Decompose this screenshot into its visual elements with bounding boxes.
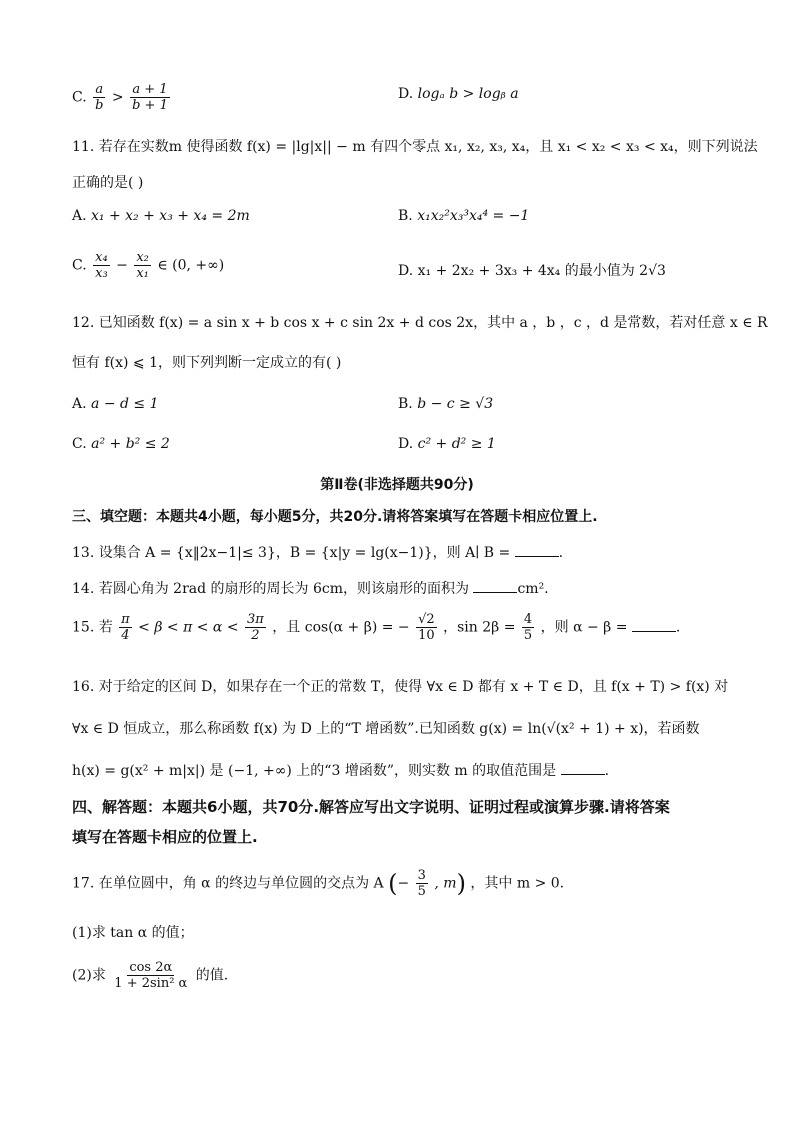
answer-blank: [632, 617, 676, 632]
fraction: [134, 250, 151, 281]
question-text: (2)求: [72, 967, 106, 984]
option-label: D.: [398, 86, 414, 102]
numerator: 3π: [247, 612, 264, 627]
answer-blank: [561, 760, 605, 775]
question-text: ，且 cos(α + β) = −: [272, 619, 410, 636]
q12-stem-line1: 12. 已知函数 f(x) = a sin x + b cos x + c sin 2x + d cos 2x，其中 a ，b ，c ，d 是常数，若对任意 x ∈ R: [72, 315, 768, 331]
question-text: 17. 在单位圆中，角 α 的终边与单位圆的交点为 A: [72, 875, 384, 892]
unit: cm².: [517, 581, 549, 597]
q11-option-b: [398, 208, 529, 224]
option-text: logₐ b > logᵦ a: [417, 86, 519, 102]
question-text: 14. 若圆心角为 2rad 的扇形的周长为 6cm，则该扇形的面积为: [72, 581, 469, 597]
denominator: 2: [251, 628, 260, 643]
fraction: [93, 82, 105, 113]
q12-option-c: [72, 436, 170, 452]
q17-sub2: [72, 960, 228, 991]
numerator: √2: [418, 612, 435, 627]
question-text: ，其中 m > 0.: [470, 875, 565, 892]
denominator: 1 + 2sin² α: [114, 976, 188, 991]
part2-title: 第Ⅱ卷(非选择题共90分): [320, 477, 474, 493]
paren: (: [388, 869, 398, 898]
numerator: 3: [417, 868, 426, 883]
denominator: 10: [418, 628, 435, 643]
option-text: b − c ≥ √3: [417, 396, 494, 412]
q12-option-d: [398, 436, 496, 452]
question-text: 13. 设集合 A = {x‖2x−1|≤ 3}，B = {x|y = lg(x−1)}，则 A∣ B =: [72, 545, 511, 561]
q17-stem: [72, 868, 564, 899]
fraction: [416, 612, 437, 643]
answer-blank: [473, 578, 517, 593]
q11-stem-line1: 11. 若存在实数m 使得函数 f(x) = |lg|x|| − m 有四个零点 x₁, x₂, x₃, x₄，且 x₁ < x₂ < x₃ < x₄，则下列说法: [72, 139, 758, 155]
q12-option-b: [398, 396, 493, 412]
denominator: 4: [121, 628, 130, 643]
fraction: [245, 612, 266, 643]
fraction: [522, 612, 534, 643]
q12-stem-line2: 恒有 f(x) ⩽ 1，则下列判断一定成立的有( ): [72, 355, 342, 371]
fraction: [119, 612, 132, 643]
numerator: cos 2α: [129, 960, 173, 975]
section3-title: 三、填空题：本题共4小题，每小题5分，共20分.请将答案填写在答题卡相应位置上.: [72, 509, 598, 525]
option-text: x₁ + 2x₂ + 3x₃ + 4x₄ 的最小值为 2√3: [417, 263, 666, 279]
question-text: ，sin 2β =: [443, 619, 516, 636]
denominator: b: [95, 98, 104, 113]
option-text: x₁x₂²x₃³x₄⁴ = −1: [417, 208, 530, 224]
operator: >: [111, 89, 124, 106]
denominator: 5: [523, 628, 533, 643]
numerator: 4: [523, 612, 533, 627]
option-text: a² + b² ≤ 2: [91, 436, 170, 452]
q15: [72, 612, 680, 643]
option-text: x₁ + x₂ + x₃ + x₄ = 2m: [91, 208, 250, 224]
punct: .: [604, 763, 610, 779]
fraction: [130, 82, 170, 113]
q11-option-c: [72, 250, 224, 281]
paren: ): [456, 869, 466, 898]
section4-title-line2: 填写在答题卡相应的位置上.: [72, 828, 258, 846]
q16-line3: [72, 760, 609, 780]
denominator: b + 1: [132, 98, 168, 113]
option-label: C.: [72, 257, 87, 274]
q13: [72, 542, 563, 562]
numerator: π: [121, 612, 130, 627]
option-label: C.: [72, 89, 87, 106]
q16-line2: ∀x ∈ D 恒成立，那么称函数 f(x) 为 D 上的“T 增函数”.已知函数 g(x) = ln(√(x² + 1) + x)，若函数: [72, 721, 700, 737]
option-label: D.: [398, 436, 414, 452]
question-text: ，则 α − β =: [540, 619, 628, 636]
fraction: [416, 868, 428, 899]
numerator: a: [95, 82, 104, 97]
option-label: B.: [398, 208, 413, 224]
option-label: A.: [72, 396, 87, 412]
section4-title-line1: 四、解答题：本题共6小题，共70分.解答应写出文字说明、证明过程或演算步骤.请将答案: [72, 798, 670, 816]
denominator: x₃: [95, 266, 108, 281]
q11-stem-line2: 正确的是( ): [72, 175, 144, 191]
operator: −: [397, 875, 410, 892]
numerator: a + 1: [132, 82, 168, 97]
option-label: D.: [398, 263, 414, 279]
question-text: , m: [434, 875, 457, 892]
q16-line1: 16. 对于给定的区间 D，如果存在一个正的常数 T，使得 ∀x ∈ D 都有 x + T ∈ D，且 f(x + T) > f(x) 对: [72, 679, 729, 695]
question-text: h(x) = g(x² + m|x|) 是 (−1, +∞) 上的“3 增函数”，则实数 m 的取值范围是: [72, 763, 557, 779]
numerator: x₂: [136, 250, 149, 265]
option-label: B.: [398, 396, 413, 412]
denominator: 5: [417, 884, 426, 899]
question-text: 15. 若: [72, 619, 113, 636]
q11-option-a: [72, 208, 250, 224]
q14: [72, 578, 549, 598]
q10-option-d: [398, 86, 519, 102]
fraction: [112, 960, 189, 991]
fraction: [93, 250, 110, 281]
q17-sub1: (1)求 tan α 的值；: [72, 925, 194, 941]
option-text: ∈ (0, +∞): [157, 257, 225, 274]
punct: .: [675, 619, 681, 636]
answer-blank: [515, 542, 559, 557]
numerator: x₄: [95, 250, 108, 265]
q11-option-d: [398, 260, 666, 280]
option-label: C.: [72, 436, 87, 452]
option-text: c² + d² ≥ 1: [417, 436, 496, 452]
option-label: A.: [72, 208, 87, 224]
question-text: < β < π < α <: [138, 619, 239, 636]
denominator: x₁: [136, 266, 149, 281]
question-text: 的值.: [195, 967, 229, 984]
option-text: a − d ≤ 1: [91, 396, 159, 412]
q10-option-c: [72, 82, 172, 113]
operator: −: [116, 257, 128, 274]
punct: .: [558, 545, 564, 561]
q12-option-a: [72, 396, 159, 412]
